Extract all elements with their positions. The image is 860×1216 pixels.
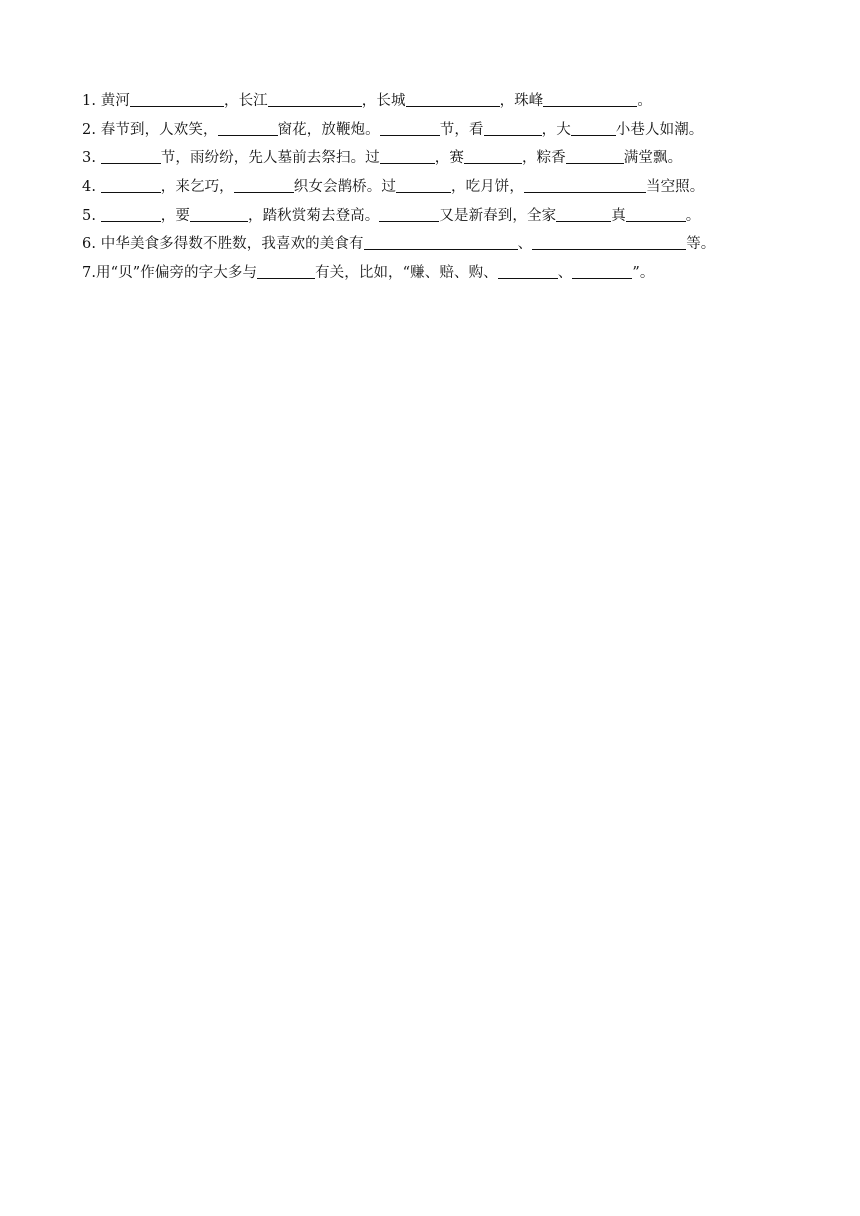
answer-blank[interactable] [101, 145, 161, 164]
question-text: ，大 [541, 121, 571, 138]
answer-blank[interactable] [380, 117, 440, 136]
question-text: 织女会鹊桥。过 [293, 179, 396, 196]
answer-blank[interactable] [380, 145, 435, 164]
question-text: 黄河 [100, 93, 130, 109]
question-5 [82, 202, 802, 231]
answer-blank[interactable] [364, 231, 518, 250]
question-text: ，来乞巧， [160, 179, 234, 196]
question-number: 1. [82, 93, 97, 109]
question-text: ，踏秋赏菊去登高。 [247, 207, 380, 224]
question-text: 有关，比如，“赚、赔、购、 [315, 265, 498, 282]
answer-blank[interactable] [234, 174, 294, 193]
answer-blank[interactable] [484, 117, 542, 136]
question-1 [82, 87, 802, 116]
question-text: 等。 [686, 236, 716, 253]
answer-blank[interactable] [498, 260, 558, 279]
question-6 [82, 230, 802, 259]
question-text: 节，看 [439, 121, 484, 138]
question-text: ，粽香 [521, 150, 566, 167]
answer-blank[interactable] [524, 174, 646, 193]
question-text: 、 [557, 265, 573, 282]
answer-blank[interactable] [396, 174, 451, 193]
question-text: 又是新春到，全家 [439, 207, 557, 224]
question-text: 中华美食多得数不胜数，我喜欢的美食有 [100, 236, 364, 253]
answer-blank[interactable] [190, 203, 248, 222]
answer-blank[interactable] [556, 203, 611, 222]
question-text: 7.用“贝”作偏旁的字大多与 [82, 265, 258, 282]
question-text: ，赛 [434, 150, 464, 167]
question-number: 4. [82, 179, 97, 196]
answer-blank[interactable] [130, 88, 224, 107]
answer-blank[interactable] [379, 203, 439, 222]
fill-in-worksheet [82, 87, 802, 288]
answer-blank[interactable] [571, 117, 616, 136]
question-3 [82, 144, 802, 173]
question-text: ”。 [632, 265, 655, 282]
answer-blank[interactable] [257, 260, 315, 279]
question-text: 真 [611, 207, 626, 224]
answer-blank[interactable] [218, 117, 278, 136]
question-text: ，珠峰 [499, 93, 544, 109]
question-text: ，吃月饼， [450, 179, 524, 196]
question-number: 2. [82, 121, 97, 138]
question-text: 小巷人如潮。 [615, 121, 704, 138]
question-text: ，长城 [361, 93, 406, 109]
question-text: 、 [517, 236, 533, 253]
answer-blank[interactable] [268, 88, 362, 107]
answer-blank[interactable] [626, 203, 686, 222]
question-number: 6. [82, 236, 97, 253]
question-text: 满堂飘。 [623, 150, 683, 167]
answer-blank[interactable] [532, 231, 686, 250]
question-7 [82, 259, 802, 288]
question-text: ，要 [160, 207, 190, 224]
answer-blank[interactable] [543, 88, 637, 107]
question-4 [82, 173, 802, 202]
answer-blank[interactable] [101, 174, 161, 193]
question-text: 。 [637, 93, 653, 109]
answer-blank[interactable] [566, 145, 624, 164]
answer-blank[interactable] [406, 88, 500, 107]
answer-blank[interactable] [464, 145, 522, 164]
answer-blank[interactable] [572, 260, 632, 279]
question-number: 3. [82, 150, 97, 167]
question-text: 当空照。 [645, 179, 705, 196]
question-text: 节，雨纷纷，先人墓前去祭扫。过 [160, 150, 380, 167]
question-text: 窗花，放鞭炮。 [277, 121, 380, 138]
question-text: 。 [685, 207, 701, 224]
question-number: 5. [82, 207, 97, 224]
answer-blank[interactable] [101, 203, 161, 222]
question-text: ，长江 [223, 93, 268, 109]
question-2 [82, 116, 802, 145]
question-text: 春节到，人欢笑， [100, 121, 218, 138]
